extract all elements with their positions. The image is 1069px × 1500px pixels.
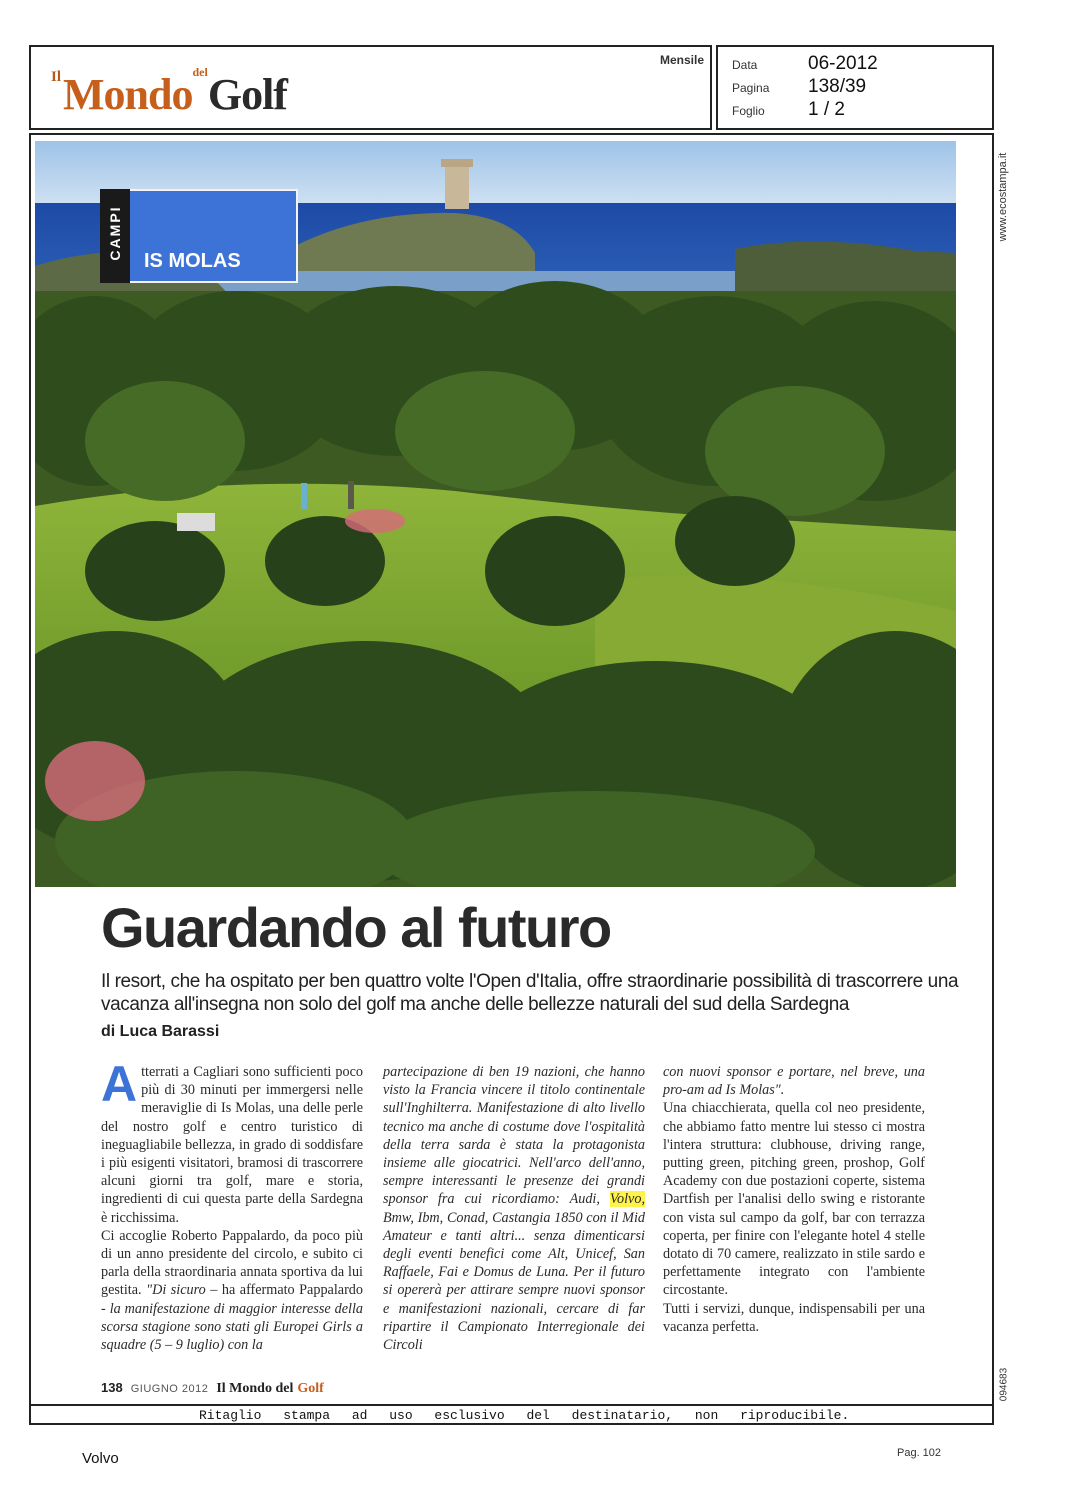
document-page-number: Pag. 102 (897, 1447, 942, 1459)
paragraph: Tutti i servizi, dunque, indispensabili per una vacanza perfetta. (663, 1300, 925, 1335)
issue-date: GIUGNO 2012 (130, 1383, 209, 1395)
highlighted-keyword: Volvo, (609, 1191, 645, 1208)
article-byline: di Luca Barassi (101, 1023, 220, 1040)
side-url (994, 145, 1012, 255)
paragraph (101, 1056, 363, 1227)
quote-text: con nuovi sponsor e portare, nel breve, una pro-am ad Is Molas". (663, 1064, 925, 1099)
article-column-1 (101, 1056, 363, 1354)
disclaimer-bar (29, 1404, 994, 1425)
meta-value: 1 / 2 (808, 99, 845, 120)
logo-golf: Golf (207, 70, 287, 119)
side-code (994, 1365, 1012, 1405)
meta-value: 06-2012 (808, 53, 878, 74)
paragraph-text: Bmw, Ibm, Conad, Castangia 1850 con il Mid Amateur e tanti altri... senza dimenticarsi degli eventi benefici come Alt, Unicef, San Raffaele, Fai e Domus de Luna. Per il futuro si opererà per attirare sempre nuovi sponsor e manifestazioni nazionali, cercare di far ripartire il Campionato Interregionale dei Circoli (383, 1209, 645, 1354)
paragraph (383, 1063, 645, 1354)
frequency-label: Mensile (659, 53, 704, 67)
quote-text: la manifestazione di maggior interesse della scorsa stagione sono stati gli Europei Girls a squadre (5 – 9 luglio) con la (101, 1300, 363, 1354)
paragraph-text: – ha affermato Pappalardo - (101, 1282, 363, 1317)
section-label: CAMPI (107, 205, 123, 261)
section-tag (100, 189, 298, 283)
client-keyword: Volvo (82, 1450, 119, 1467)
page-footer (101, 1380, 324, 1397)
publication-name: Il Mondo del (216, 1381, 294, 1396)
article-title: Guardando al futuro (101, 896, 611, 959)
meta-row-foglio (732, 99, 845, 121)
paragraph: Una chiacchierata, quella col neo presidente, che abbiamo fatto mentre lui stesso ci mostra l'intera struttura: clubhouse, driving range, putting green, pitching green, proshop, Golf Academy con due postazioni coperte, sistema Dartfish per l'analisi dello swing e ristorante con vista sul campo da golf, bar con terrazza coperta, per finire con l'elegante hotel 4 stelle dotato di 70 camere, realizzato in stile sardo e perfettamente integrato con l'ambiente circostante. (663, 1100, 925, 1299)
logo-il: Il (51, 69, 62, 85)
paragraph-text: Ci accoglie Roberto Pappalardo, da poco più di un anno presidente del circolo, e subito ci parla della straordinaria annata sportiva da lui gestita. (101, 1227, 363, 1299)
disclaimer-text: Ritaglio stampa ad uso esclusivo del destinatario, non riproducibile. (199, 1408, 850, 1423)
section-tag-main (130, 189, 298, 283)
paragraph-text: tterrati a Cagliari sono sufficienti poco più di 30 minuti per immergersi nelle meraviglie di Is Molas, una delle perle del nostro golf e centro turistico di ineguagliabile bellezza, in grado di soddisfare i più esigenti visitatori, bramosi di trascorrere alcuni giorni tra golf, mare e storia, ingredienti di cui questa parte della Sardegna è ricchissima. (101, 1064, 363, 1226)
paragraph (663, 1063, 925, 1099)
quote-text: "Di sicuro (146, 1282, 206, 1299)
clipping-meta-box (716, 45, 994, 130)
meta-row-data (732, 53, 878, 75)
tower (445, 163, 469, 209)
meta-row-pagina (732, 76, 866, 98)
logo-del: del (192, 65, 208, 79)
meta-label: Foglio (732, 104, 765, 118)
side-url-text: www.ecostampa.it (997, 152, 1009, 242)
article-column-3 (663, 1063, 925, 1336)
paragraph (101, 1227, 363, 1354)
meta-label: Pagina (732, 81, 770, 95)
page-number: 138 (101, 1380, 123, 1395)
meta-value: 138/39 (808, 76, 867, 97)
article-subtitle: Il resort, che ha ospitato per ben quattro volte l'Open d'Italia, offre straordinarie possibilità di trascorrere una vacanza all'insegna non solo del golf ma anche delle bellezze naturali del sud della Sardegna (101, 971, 959, 1015)
masthead-box (29, 45, 712, 130)
publication-logo (51, 63, 287, 117)
publication-name-golf: Golf (297, 1381, 324, 1396)
course-name: IS MOLAS (144, 250, 241, 272)
side-code-text: 094683 (998, 1367, 1010, 1402)
section-tag-side (100, 189, 130, 283)
meta-label: Data (732, 58, 758, 72)
paragraph-text: partecipazione di ben 19 nazioni, che hanno visto la Francia vincere il titolo continentale sull'Inghilterra. Manifestazione di alto livello tecnico ma anche di costume dove l'ospitalità della terra sarda è stata la protagonista insieme alle giocatrici. Nell'arco dell'anno, sempre interessanti le presenze dei grandi sponsor fra cui ricordiamo: Audi, (383, 1064, 645, 1208)
logo-mondo: Mondo (63, 70, 193, 119)
drop-cap: A (101, 1056, 138, 1112)
article-column-2 (383, 1063, 645, 1354)
